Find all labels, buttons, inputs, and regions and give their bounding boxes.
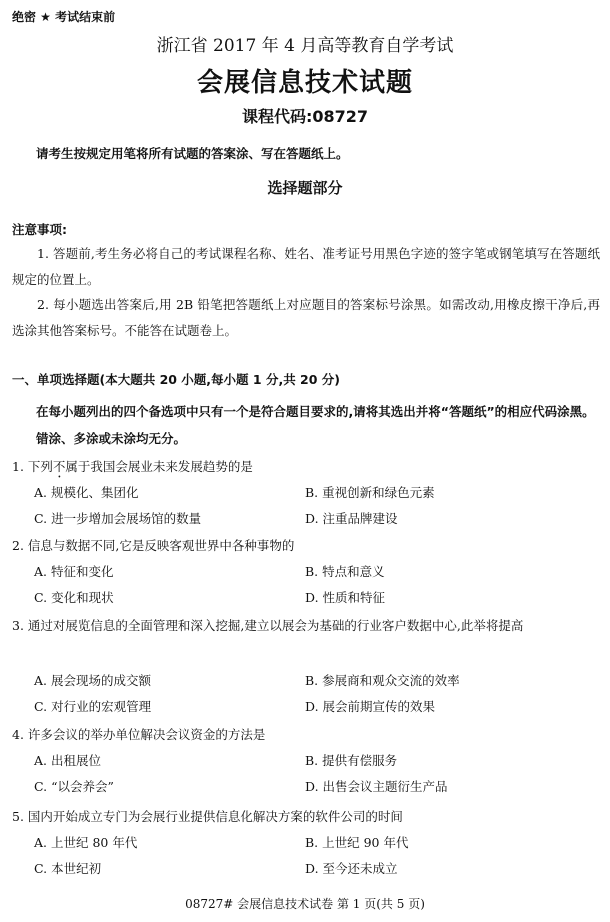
option-b: B. 参展商和观众交流的效率 xyxy=(305,673,460,688)
option-d: D. 出售会议主题衍生产品 xyxy=(305,779,448,794)
note-item: 1. 答题前,考生务必将自己的考试课程名称、姓名、准考证号用黑色字迹的签字笔或钢笔填写在答题纸规定的位置上。 xyxy=(12,246,600,287)
option-d: D. 注重品牌建设 xyxy=(305,511,398,526)
option-d: D. 性质和特征 xyxy=(305,590,386,605)
option-c: C. 进一步增加会展场馆的数量 xyxy=(34,511,202,526)
option-c: C. 本世纪初 xyxy=(34,861,102,876)
question-stem: 2. 信息与数据不同,它是反映客观世界中各种事物的 xyxy=(12,538,295,553)
question-stem: 4. 许多会议的举办单位解决会议资金的方法是 xyxy=(12,727,266,742)
question-stem: 5. 国内开始成立专门为会展行业提供信息化解决方案的软件公司的时间 xyxy=(12,809,403,824)
confidential-label: 绝密 ★ 考试结束前 xyxy=(12,10,116,24)
part-title: 选择题部分 xyxy=(267,179,343,197)
section-title: 一、单项选择题(本大题共 20 小题,每小题 1 分,共 20 分) xyxy=(12,372,341,387)
question-stem xyxy=(12,453,600,481)
page-title: 会展信息技术试题 xyxy=(196,68,413,98)
option-c: C. “以会养会” xyxy=(34,779,114,794)
answer-instruction: 请考生按规定用笔将所有试题的答案涂、写在答题纸上。 xyxy=(36,146,349,161)
notes-title: 注意事项: xyxy=(12,222,67,237)
course-code: 课程代码:08727 xyxy=(241,107,369,126)
option-b: B. 特点和意义 xyxy=(305,564,385,579)
emphasis-text: 不 xyxy=(52,459,66,474)
option-a: A. 出租展位 xyxy=(34,753,101,768)
option-b: B. 上世纪 90 年代 xyxy=(305,835,409,850)
option-a: A. 规模化、集团化 xyxy=(34,485,139,500)
stem-text: 1. 下列 xyxy=(12,459,53,474)
option-a: A. 特征和变化 xyxy=(34,564,114,579)
option-a: A. 展会现场的成交额 xyxy=(34,673,151,688)
option-c: C. 变化和现状 xyxy=(34,590,114,605)
option-a: A. 上世纪 80 年代 xyxy=(34,835,138,850)
page-footer: 08727# 会展信息技术试卷 第 1 页(共 5 页) xyxy=(185,897,425,911)
option-b: B. 重视创新和绿色元素 xyxy=(305,485,435,500)
section-description: 在每小题列出的四个备选项中只有一个是符合题目要求的,请将其选出并将“答题纸”的相应代码涂黑。错涂、多涂或未涂均无分。 xyxy=(36,404,595,446)
option-d: D. 至今还未成立 xyxy=(305,861,398,876)
option-d: D. 展会前期宣传的效果 xyxy=(305,699,436,714)
option-b: B. 提供有偿服务 xyxy=(305,753,398,768)
option-c: C. 对行业的宏观管理 xyxy=(34,699,152,714)
exam-name: 浙江省 2017 年 4 月高等教育自学考试 xyxy=(156,36,454,56)
stem-text: 属于我国会展业未来发展趋势的是 xyxy=(65,459,253,474)
question-stem: 3. 通过对展览信息的全面管理和深入挖掘,建立以展会为基础的行业客户数据中心,此举将提高 xyxy=(12,618,524,633)
note-item: 2. 每小题选出答案后,用 2B 铅笔把答题纸上对应题目的答案标号涂黑。如需改动,用橡皮擦干净后,再选涂其他答案标号。不能答在试题卷上。 xyxy=(12,297,600,338)
